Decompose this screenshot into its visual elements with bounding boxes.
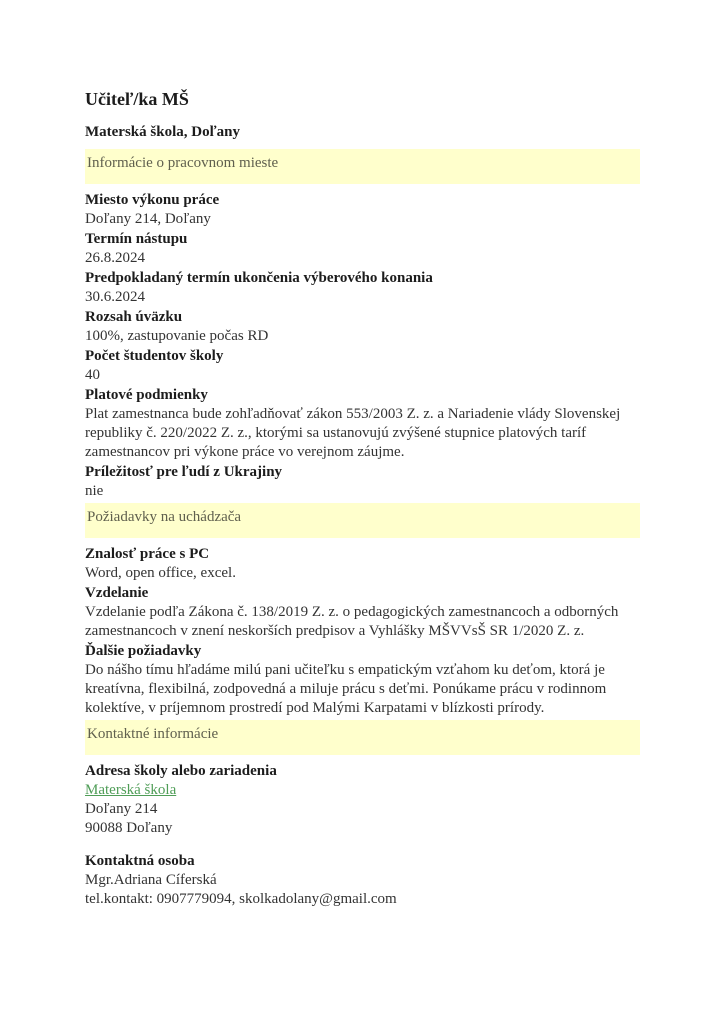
page-title: Učiteľ/ka MŠ — [85, 89, 189, 109]
field-ukraine-opportunity — [85, 463, 640, 501]
field-value: 26.8.2024 — [85, 250, 145, 266]
address-line: Doľany 214 — [85, 801, 158, 817]
contact-person-label: Kontaktná osoba — [85, 853, 195, 869]
contact-person-block — [85, 871, 640, 909]
section-header-job-info-label: Informácie o pracovnom mieste — [87, 155, 279, 171]
contact-section — [85, 762, 640, 909]
field-label: Počet študentov školy — [85, 348, 224, 364]
field-education — [85, 584, 640, 641]
field-value: Plat zamestnanca bude zohľadňovať zákon 553/2003 Z. z. a Nariadenie vlády Slovenskej republiky č. 220/2022 Z. z., ktorými sa ustanovujú zvýšené stupnice platových taríf zamestnancov pri výkone práce vo verejnom záujme. — [85, 406, 621, 460]
contact-person-name: Mgr.Adriana Cíferská — [85, 872, 217, 888]
field-salary-conditions — [85, 386, 640, 462]
section-header-requirements-label: Požiadavky na uchádzača — [87, 509, 242, 525]
field-pc-skills — [85, 545, 640, 583]
employer-name: Materská škola, Doľany — [85, 124, 240, 140]
requirements-fields — [85, 545, 640, 718]
field-start-date — [85, 230, 640, 268]
field-place-of-work — [85, 191, 640, 229]
content-column — [85, 88, 640, 909]
field-label: Termín nástupu — [85, 231, 188, 247]
field-student-count — [85, 347, 640, 385]
school-address-label: Adresa školy alebo zariadenia — [85, 763, 277, 779]
field-value: Do nášho tímu hľadáme milú pani učiteľku s empatickým vzťahom ku deťom, ktorá je kreatívna, flexibilná, zodpovedná a miluje prácu s deťmi. Ponúkame prácu v rodinnom kolektíve, v príjemnom prostredí pod Malými Karpatami v blízkosti prírody. — [85, 662, 607, 716]
field-label: Rozsah úväzku — [85, 309, 183, 325]
field-value: Vzdelanie podľa Zákona č. 138/2019 Z. z. o pedagogických zamestnancoch a odborných zamestnancoch v znení neskorších predpisov a Vyhlášky MŠVVsŠ SR 1/2020 Z. z. — [85, 604, 619, 639]
school-address-block — [85, 781, 640, 838]
job-info-fields — [85, 191, 640, 501]
field-label: Vzdelanie — [85, 585, 149, 601]
field-value: 100%, zastupovanie počas RD — [85, 328, 269, 344]
field-value: Doľany 214, Doľany — [85, 211, 211, 227]
field-label: Príležitosť pre ľudí z Ukrajiny — [85, 464, 283, 480]
field-label: Ďalšie požiadavky — [85, 643, 202, 659]
section-header-contact — [85, 720, 640, 755]
field-selection-deadline — [85, 269, 640, 307]
address-line: 90088 Doľany — [85, 820, 173, 836]
field-value: 40 — [85, 367, 100, 383]
section-header-contact-label: Kontaktné informácie — [87, 726, 219, 742]
school-link[interactable]: Materská škola — [85, 782, 177, 798]
field-value: nie — [85, 483, 104, 499]
section-header-requirements — [85, 503, 640, 538]
field-workload — [85, 308, 640, 346]
field-value: 30.6.2024 — [85, 289, 145, 305]
field-value: Word, open office, excel. — [85, 565, 236, 581]
field-label: Miesto výkonu práce — [85, 192, 220, 208]
field-label: Predpokladaný termín ukončenia výberového konania — [85, 270, 433, 286]
field-other-requirements — [85, 642, 640, 718]
contact-person-phone-email: tel.kontakt: 0907779094, skolkadolany@gmail.com — [85, 891, 397, 907]
field-label: Platové podmienky — [85, 387, 208, 403]
section-header-job-info — [85, 149, 640, 184]
field-label: Znalosť práce s PC — [85, 546, 210, 562]
